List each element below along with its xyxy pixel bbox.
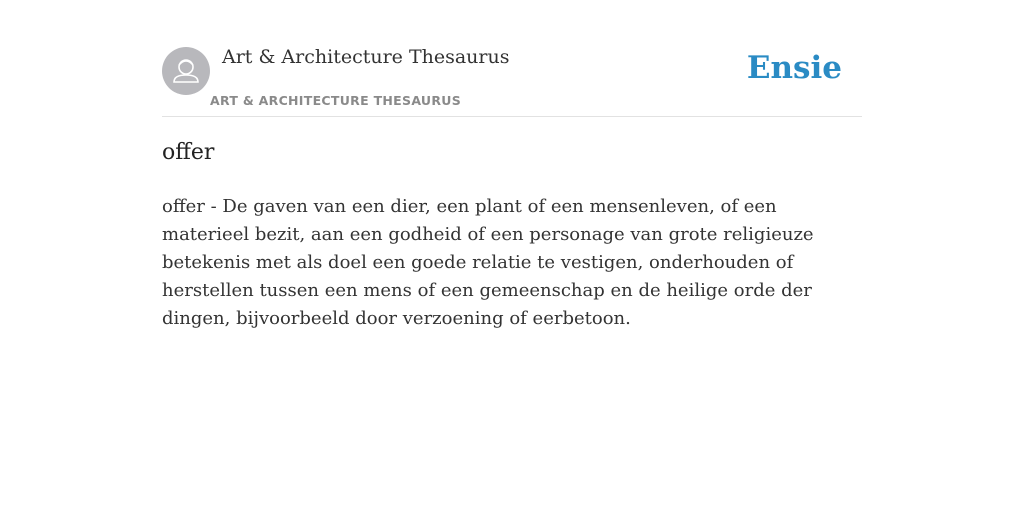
author-name[interactable]: Art & Architecture Thesaurus [222, 46, 510, 68]
user-silhouette-icon [162, 47, 210, 95]
author-subtitle[interactable]: ART & ARCHITECTURE THESAURUS [210, 93, 462, 108]
term-definition: offer - De gaven van een dier, een plant of een mensenleven, of een materieel bezit, aan een godheid of een personage van grote religieuze betekenis met als doel een goede relatie te vestigen, onderhouden of herstellen tussen een mens of een gemeenschap en de heilige orde der dingen, bijvoorbeeld door verzoening of eerbetoon. [162, 196, 814, 329]
header [162, 0, 862, 117]
term-title: offer [162, 140, 215, 165]
brand-logo[interactable]: Ensie [746, 50, 842, 86]
avatar[interactable] [162, 47, 210, 95]
